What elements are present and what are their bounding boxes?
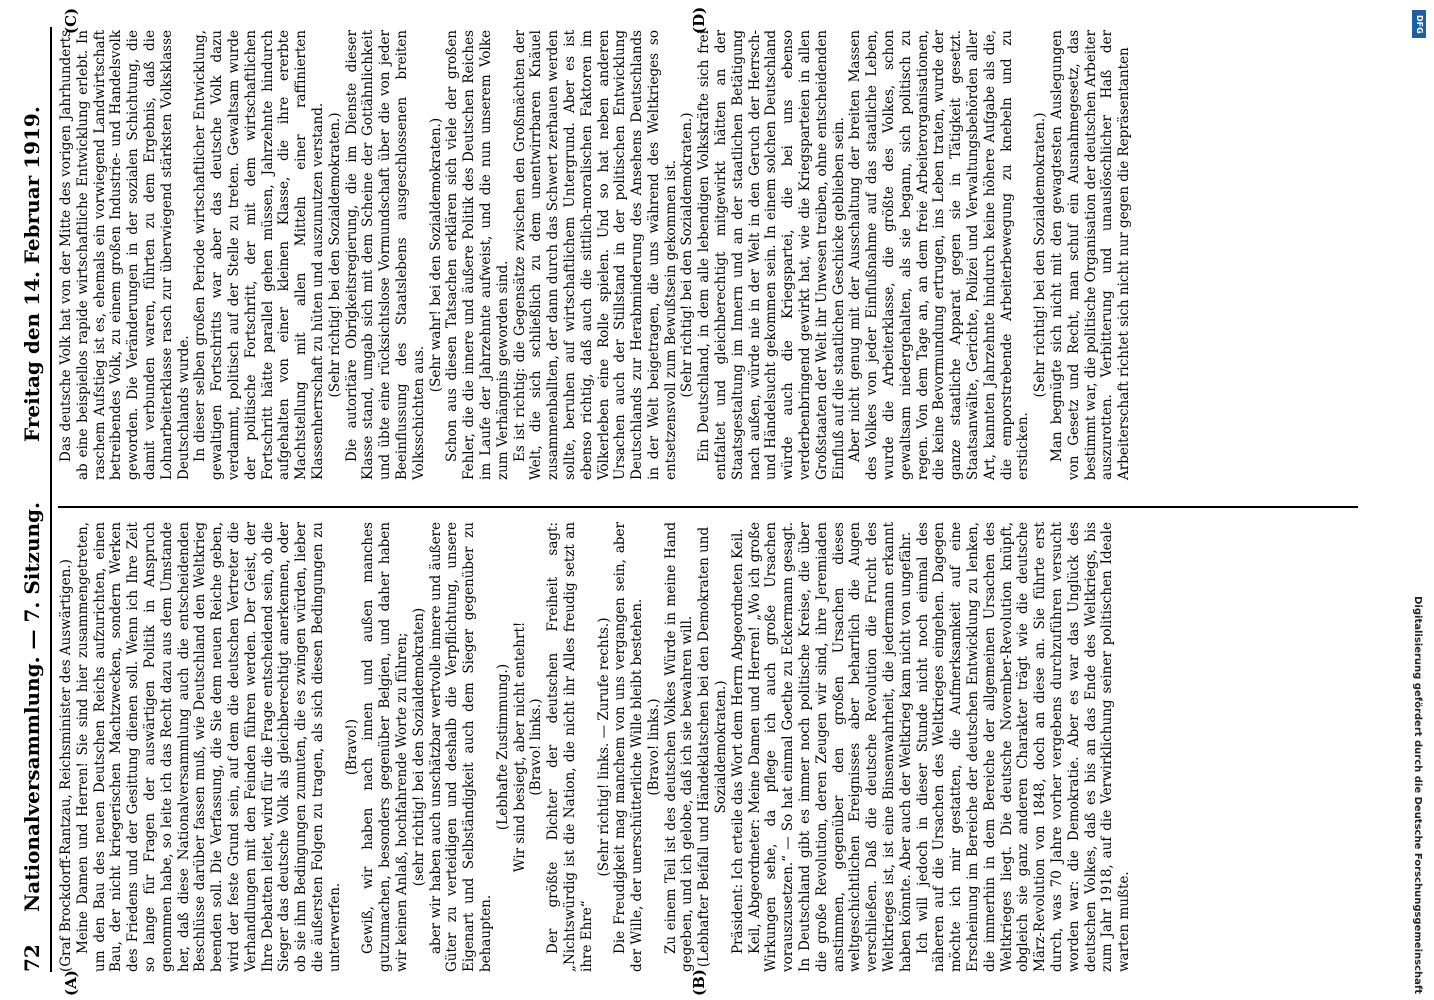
- session-title: Nationalversammlung. — 7. Sitzung.: [20, 502, 44, 912]
- paragraph: (Lebhafte Zustimmung.): [494, 663, 511, 831]
- paragraph: Präsident: Ich erteile das Wort dem Herrn Abgeordneten Keil.: [729, 528, 746, 954]
- dfg-logo-badge: DFG: [1412, 10, 1426, 38]
- session-date: Freitag den 14. Februar 1919.: [20, 106, 44, 442]
- paragraph: Ein Deutschland, in dem alle lebendigen Volkskräfte sich frei entfaltet und gleichberechtigt mitgewirkt hätten an der Staatsgestaltung im Innern und an der staatlichen Betätigung nach außen, würde nie in der Welt in den Geruch der Herrsch- und Händelsucht gekommen sein. In einem solchen Deutschland würde auch die Kriegspartei, die bei uns ebenso verderbenbringend gewirkt hat, wie die Kriegsparteien in allen Großstaaten der Welt ihr Unwesen treiben, ohne entscheidenden Einfluß auf die staatlichen Geschicke geblieben sein.: [696, 30, 847, 480]
- page-number: 72: [20, 944, 44, 972]
- paragraph: Gewiß, wir haben nach innen und außen manches gutzumachen, besonders gegenüber Belgien, und daher haben wir keinen Anlaß, hochfahrende Worte zu führen;: [360, 522, 410, 972]
- left-text-column: [58, 522, 1133, 972]
- digitization-credit: [1408, 4, 1430, 994]
- margin-mark-b: (B): [690, 969, 708, 996]
- paragraph: aber wir haben auch unschätzbar wertvolle innere und äußere Güter zu verteidigen und deshalb die Verpflichtung, unsere Eigenart und Selbständigkeit auch dem Sieger gegenüber zu behaupten.: [427, 522, 494, 972]
- paragraph: (Sehr richtig! bei den Sozialdemokraten.): [326, 112, 343, 398]
- paragraph: (Bravo! links.): [528, 698, 545, 796]
- paragraph: Es ist richtig: die Gegensätze zwischen den Großmächten der Welt, die sich schließlich zu dem unentwirrbaren Knäuel zusammenballten, der dann durch das Schwert zerhauen werden sollte, beruhen auf wirtschaftlichem Untergrund. Aber es ist ebenso richtig, daß auch die sittlich-moralischen Faktoren im Völkerleben eine Rolle spielen. Und so hat neben anderen Ursachen auch der Stillstand in der politischen Entwicklung Deutschlands zur Herabminderung des Ansehens Deutschlands in der Welt beigetragen, die uns während des Weltkrieges so entsetzensvoll zum Bewußtsein gekommen ist.: [511, 30, 679, 480]
- margin-mark-c: (C): [62, 7, 80, 34]
- paragraph: (Sehr richtig! links. — Zurufe rechts.): [595, 617, 612, 877]
- right-text-column: [58, 30, 1133, 480]
- paragraph: Ich will jedoch in dieser Stunde nicht noch einmal des näheren auf die Ursachen des Weltkrieges eingehen. Dagegen möchte ich mir gestatten, die Aufmerksamkeit auf eine Erscheinung im Bereiche der deutschen Entwicklung zu lenken, die immerhin in dem Bereiche der allgemeinen Ursachen des Weltkrieges liegt. Die deutsche November-Revolution knüpft, obgleich sie ganz anderen Charakter trägt wie die deutsche März-Revolution von 1848, doch an diese an. Sie führte erst durch, was 70 Jahre vorher vergebens durchzuführen versucht worden war: die Demokratie. Aber es war das Unglück des deutschen Volkes, daß es bis an das Ende des Weltkriegs, bis zum Jahr 1918, auf die Verwirklichung seiner politischen Ideale warten mußte.: [914, 522, 1133, 972]
- paragraph: Wir sind besiegt, aber nicht entehrt!: [511, 621, 528, 873]
- paragraph: Man begnügte sich nicht mit den gewagtesten Auslegungen von Gesetz und Recht, man schuf ein Ausnahmegesetz, das bestimmt war, die politische Organisation der deutschen Arbeiter auszurotten. Verbitterung und unauslöschlicher Haß der Arbeiterschaft richtet sich nicht nur gegen die Repräsentanten: [1049, 30, 1133, 480]
- paragraph: (Bravo! links.): [645, 698, 662, 796]
- column-divider: [58, 506, 1358, 508]
- margin-mark-a: (A): [62, 970, 80, 996]
- paragraph: Zu einem Teil ist des deutschen Volkes Würde in meine Hand gegeben, und ich gelobe, daß ich sie bewahren will.: [662, 522, 696, 972]
- credit-text: Digitalisierung gefördert durch die Deutsche Forschungsgemeinschaft: [1412, 596, 1423, 994]
- paragraph: Meine Damen und Herren! Sie sind hier zusammengetreten, um den Bau des neuen Deutschen Reichs aufzurichten, einen Bau, der nicht kriegerischen Machtzwecken, sondern Werken des Friedens und der Gesittung dienen soll. Wenn ich Ihre Zeit so lange für Fragen der auswärtigen Politik in Anspruch genommen habe, so leite ich das Recht dazu aus dem Umstande her, daß diese Nationalversammlung auch die entscheidenden Beschlüsse darüber fassen muß, wie Deutschland den Weltkrieg beenden soll. Die Verfassung, die Sie dem neuen Reiche geben, wird der feste Grund sein, auf dem die deutschen Vertreter die Verhandlungen mit den Feinden führen werden. Der Geist, der Ihre Debatten leitet, wird für die Frage entscheidend sein, ob die Sieger das deutsche Volk als gleichberechtigt anerkennen, oder ob sie ihm Bedingungen zumuten, die es zwingen würden, lieber die äußersten Folgen zu tragen, als sich diesen Bedingungen zu unterwerfen.: [74, 522, 343, 972]
- paragraph: (Sehr wahr! bei den Sozialdemokraten.): [427, 117, 444, 393]
- paragraph: Der größte Dichter der deutschen Freiheit sagt: „Nichtswürdig ist die Nation, die nicht ihr Alles freudig setzt an ihre Ehre“: [545, 522, 595, 972]
- paragraph: Keil, Abgeordneter: Meine Damen und Herren! „Wo ich große Wirkungen sehe, da pflege ich auch große Ursachen vorauszusetzen.“ — So hat einmal Goethe zu Eckermann gesagt. In Deutschland gibt es immer noch politische Kreise, die über die große Revolution, deren Zeugen wir sind, ihre Jeremiaden anstimmen, gegenüber den großen Ursachen dieses weltgeschichtlichen Ereignisses aber beharrlich die Augen verschließen. Daß die deutsche Revolution die Frucht des Weltkrieges ist, ist eine Binsenwahrheit, die jedermann erkannt haben könnte. Aber auch der Weltkrieg kam nicht von ungefähr.: [746, 522, 914, 972]
- paragraph: Das deutsche Volk hat von der Mitte des vorigen Jahrhunderts ab eine beispiellos rapide wirtschaftliche Entwicklung erlebt. In raschem Aufstieg ist es, ehemals ein vorwiegend Landwirtschaft betreibendes Volk, zu einem großen Industrie- und Handelsvolk geworden. Die Veränderungen in der sozialen Schichtung, die damit verbunden waren, führten zu dem Ergebnis, daß die Lohnarbeiterklasse rasch zur überwiegend stärksten Volksklasse Deutschlands wurde.: [58, 30, 192, 480]
- paragraph: Schon aus diesen Tatsachen erklären sich viele der großen Fehler, die die innere und äußere Politik des Deutschen Reiches im Laufe der Jahrzehnte aufweist, und die nun unserem Volke zum Verhängnis geworden sind.: [444, 30, 511, 480]
- paragraph: (Sehr richtig! bei den Sozialdemokraten.): [679, 112, 696, 398]
- paragraph: (Graf Brockdorff-Rantzau, Reichsminister des Auswärtigen.): [58, 559, 74, 972]
- paragraph: Die autoritäre Obrigkeitsregierung, die im Dienste dieser Klasse stand, umgab sich mit dem Scheine der Gottähnlichkeit und übte eine rücksichtslose Vormundschaft über die von jeder Beeinflussung des Staatslebens ausgeschlossenen breiten Volksschichten aus.: [343, 30, 427, 480]
- paragraph: In dieser selben großen Periode wirtschaftlicher Entwicklung, gewaltigen Fortschritts war aber das deutsche Volk dazu verdammt, politisch auf der Stelle zu treten. Gewaltsam wurde der politische Fortschritt, der mit dem wirtschaftlichen Fortschritt hätte parallel gehen müssen, Jahrzehnte hindurch aufgehalten von einer kleinen Klasse, die ihre ererbte Machtstellung mit allen Mitteln einer raffinierten Klassenherrschaft zu hüten und auszunutzen verstand.: [192, 30, 326, 480]
- paragraph: (Lebhafter Beifall und Händeklatschen bei den Demokraten und Sozialdemokraten.): [696, 526, 730, 968]
- page-header: [16, 27, 52, 972]
- paragraph: Aber nicht genug mit der Ausschaltung der breiten Massen des Volkes von jeder Einflußnahme auf das staatliche Leben, wurde die Arbeiterklasse, die größte des Volkes, schon gewaltsam niedergehalten, als sie begann, sich politisch zu regen. Von dem Tage an, an dem freie Arbeiterorganisationen, die keine Bevormundung ertrugen, ins Leben traten, wurde der ganze staatliche Apparat gegen sie in Tätigkeit gesetzt. Staatsanwälte, Gerichte, Polizei und Verwaltungsbehörden aller Art, kannten Jahrzehnte hindurch keine höhere Aufgabe als die, die emporstrebende Arbeiterbewegung zu knebeln und zu ersticken.: [847, 30, 1032, 480]
- paragraph: (Bravo!): [343, 718, 360, 776]
- margin-mark-d: (D): [690, 6, 708, 34]
- paragraph: Die Freudigkeit mag manchem von uns vergangen sein, aber der Wille, der unerschütterliche Wille bleibt bestehen.: [612, 522, 646, 972]
- paragraph: (sehr richtig! bei den Sozialdemokraten): [410, 607, 427, 887]
- paragraph: (Sehr richtig! bei den Sozialdemokraten.): [1032, 112, 1049, 398]
